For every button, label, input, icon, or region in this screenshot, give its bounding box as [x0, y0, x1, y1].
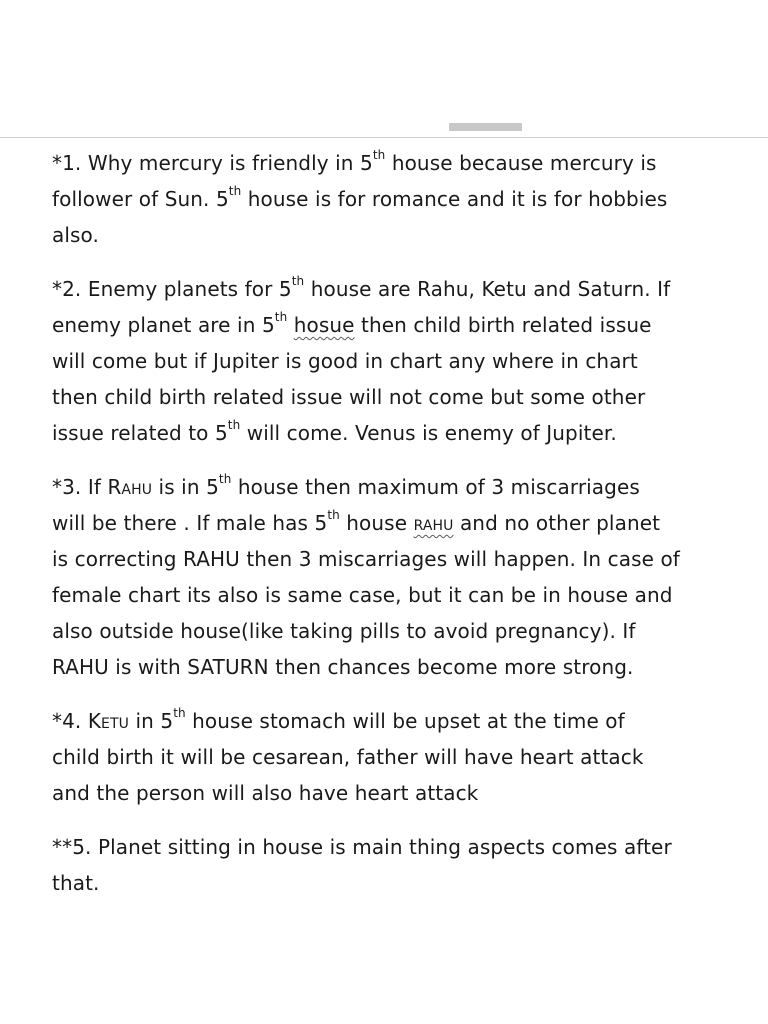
text-line: RAHU is with SATURN then chances become more strong. — [52, 655, 634, 679]
paragraph-3 — [52, 469, 752, 685]
text-line: is correcting RAHU then 3 miscarriages will happen. In case of — [52, 547, 680, 571]
document-body — [52, 145, 752, 919]
paragraph-4 — [52, 703, 752, 811]
text-line: will be there . If male has 5th house rahu and no other planet — [52, 508, 661, 535]
text-line: that. — [52, 871, 100, 895]
spelling-error-mark[interactable]: hosue — [293, 313, 355, 337]
paragraph-2 — [52, 271, 752, 451]
spelling-error-mark[interactable]: rahu — [413, 511, 454, 535]
page-top-edge — [0, 137, 768, 138]
text-line: then child birth related issue will not come but some other — [52, 385, 646, 409]
text-line: and the person will also have heart attack — [52, 781, 479, 805]
paragraph-5 — [52, 829, 752, 901]
paragraph-1 — [52, 145, 752, 253]
text-line: *1. Why mercury is friendly in 5th house because mercury is — [52, 148, 657, 175]
text-line: *3. If Rahu is in 5th house then maximum of 3 miscarriages — [52, 472, 640, 499]
text-line: will come but if Jupiter is good in chart any where in chart — [52, 349, 638, 373]
scrollbar-thumb[interactable] — [449, 123, 522, 131]
text-line: issue related to 5th will come. Venus is enemy of Jupiter. — [52, 418, 617, 445]
text-line: **5. Planet sitting in house is main thing aspects comes after — [52, 835, 672, 859]
text-line: female chart its also is same case, but it can be in house and — [52, 583, 673, 607]
text-line: also. — [52, 223, 99, 247]
text-line: also outside house(like taking pills to avoid pregnancy). If — [52, 619, 636, 643]
text-line: follower of Sun. 5th house is for romance and it is for hobbies — [52, 184, 668, 211]
text-line: child birth it will be cesarean, father will have heart attack — [52, 745, 644, 769]
text-line: *2. Enemy planets for 5th house are Rahu, Ketu and Saturn. If — [52, 274, 671, 301]
text-line: enemy planet are in 5th hosue then child birth related issue — [52, 310, 652, 337]
text-line: *4. Ketu in 5th house stomach will be upset at the time of — [52, 706, 625, 733]
